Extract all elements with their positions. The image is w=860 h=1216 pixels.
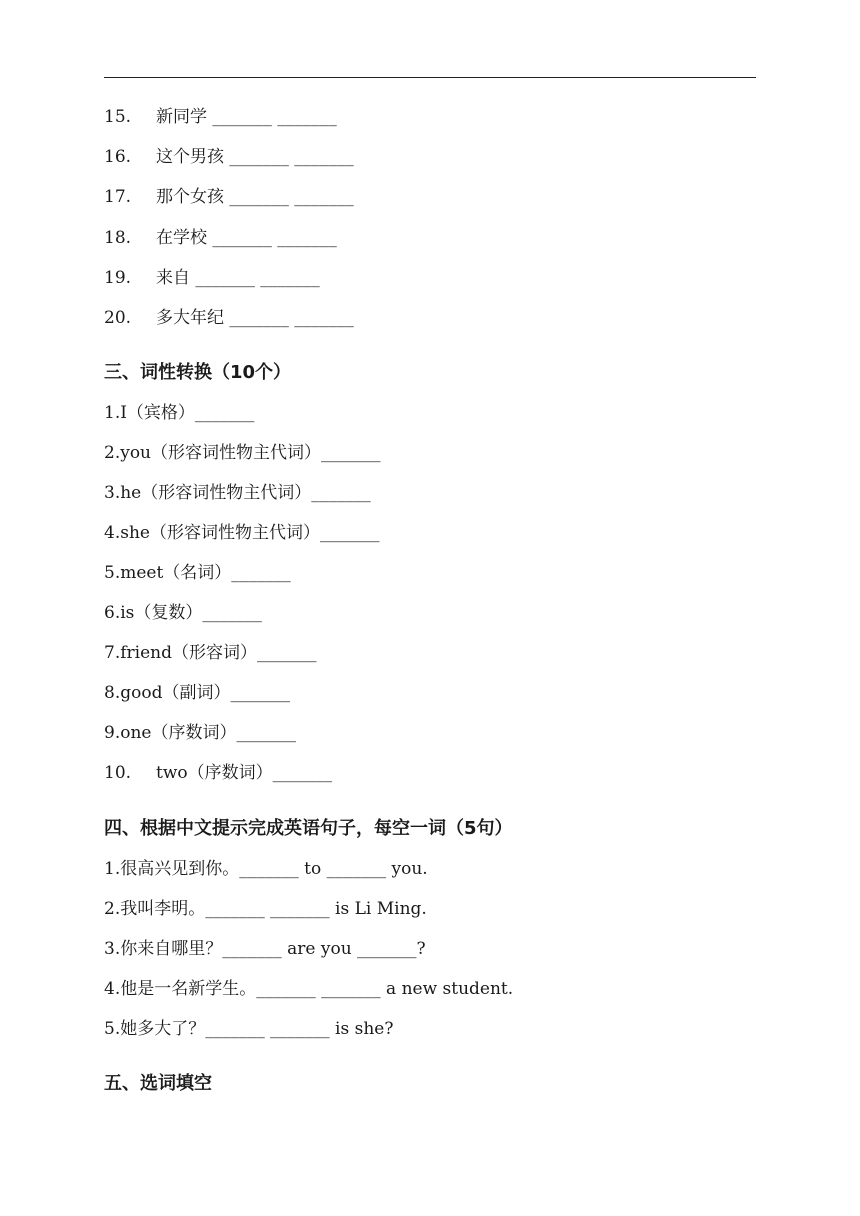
list-item: 1.I（宾格）_______ (104, 403, 255, 423)
item-number: 18. (104, 228, 132, 248)
item-text: two（序数词）_______ (156, 763, 333, 783)
section-4-title: 四、根据中文提示完成英语句子，每空一词（5句） (104, 818, 513, 839)
list-item: 3.he（形容词性物主代词）_______ (104, 483, 371, 503)
list-item: 7.friend（形容词）_______ (104, 643, 317, 663)
section-5-title: 五、选词填空 (104, 1073, 212, 1094)
item-number: 10. (104, 763, 132, 783)
header-rule (104, 77, 756, 78)
item-text: 新同学 _______ _______ (156, 107, 337, 127)
item-number: 19. (104, 268, 132, 288)
list-item: 8.good（副词）_______ (104, 683, 290, 703)
item-number: 15. (104, 107, 132, 127)
list-item: 4.she（形容词性物主代词）_______ (104, 523, 380, 543)
vocab-item (104, 307, 354, 329)
list-item: 4.他是一名新学生。_______ _______ a new student. (104, 979, 514, 999)
item-number: 17. (104, 187, 132, 207)
list-item: 5.她多大了？_______ _______ is she? (104, 1019, 394, 1039)
list-item: 9.one（序数词）_______ (104, 723, 296, 743)
list-item: 2.you（形容词性物主代词）_______ (104, 443, 381, 463)
vocab-item (104, 186, 354, 208)
vocab-item (104, 146, 354, 168)
list-item: 3.你来自哪里？_______ are you _______? (104, 939, 426, 959)
item-text: 多大年纪 _______ _______ (156, 308, 354, 328)
vocab-item (104, 227, 337, 249)
item-text: 这个男孩 _______ _______ (156, 147, 354, 167)
item-number: 16. (104, 147, 132, 167)
vocab-item (104, 106, 337, 128)
section-3-title: 三、词性转换（10个） (104, 362, 292, 383)
list-item (104, 762, 332, 784)
list-item: 1.很高兴见到你。_______ to _______ you. (104, 859, 428, 879)
vocab-item (104, 267, 320, 289)
item-text: 来自 _______ _______ (156, 268, 320, 288)
list-item: 2.我叫李明。_______ _______ is Li Ming. (104, 899, 427, 919)
list-item: 5.meet（名词）_______ (104, 563, 291, 583)
list-item: 6.is（复数）_______ (104, 603, 262, 623)
item-text: 在学校 _______ _______ (156, 228, 337, 248)
item-number: 20. (104, 308, 132, 328)
item-text: 那个女孩 _______ _______ (156, 187, 354, 207)
